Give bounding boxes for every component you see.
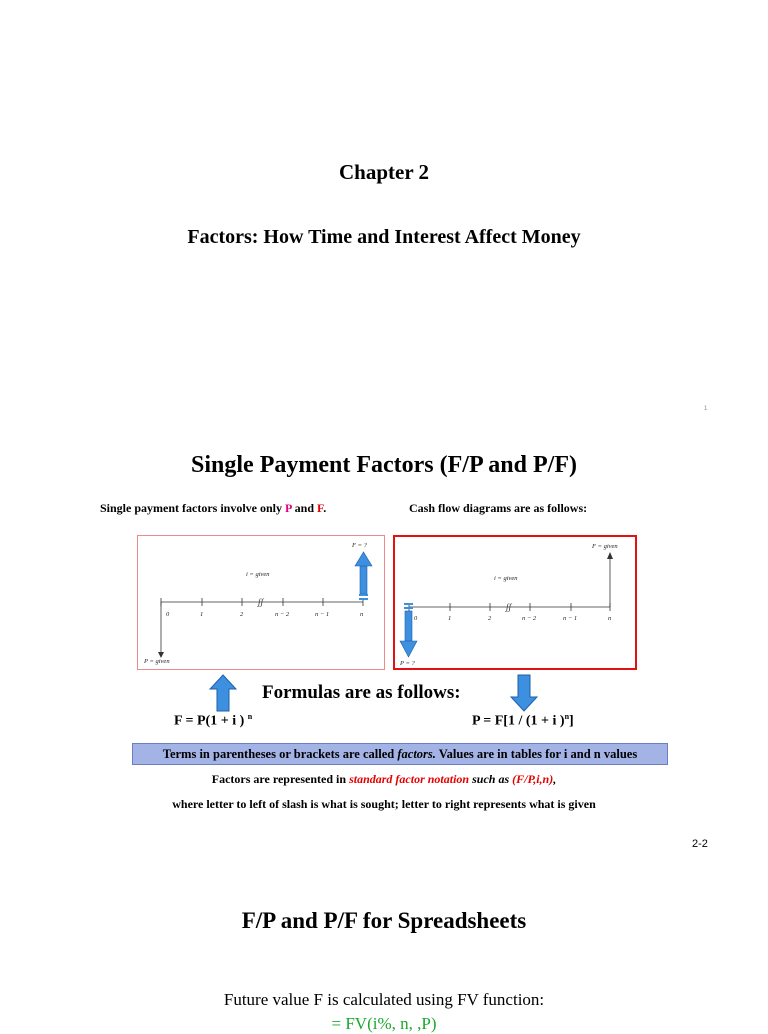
fp-tick-n: n bbox=[360, 611, 364, 618]
intro-text bbox=[100, 501, 326, 516]
slide-page-number-2: 2-2 bbox=[692, 838, 708, 850]
intro-prefix: Single payment factors involve only bbox=[100, 501, 285, 515]
pf-interest-label: i = given bbox=[494, 575, 518, 582]
formula-f-exponent: n bbox=[247, 712, 253, 721]
formula-p-given-f bbox=[472, 712, 574, 730]
factor-note-b: Values are in tables for i and n values bbox=[435, 747, 638, 761]
formula-p-exponent: n bbox=[564, 712, 570, 721]
formula-p-base: P = F[1 / (1 + i ) bbox=[472, 713, 565, 729]
cash-flow-diagram-fp-svg bbox=[138, 536, 386, 671]
factor-note-a: Terms in parentheses or brackets are called bbox=[162, 747, 398, 761]
fp-tick-0: 0 bbox=[166, 611, 170, 618]
intro-p: P bbox=[285, 501, 292, 515]
formula-f-given-p bbox=[174, 712, 252, 730]
intro-right-text: Cash flow diagrams are as follows: bbox=[409, 501, 588, 515]
formulas-heading: Formulas are as follows: bbox=[262, 682, 461, 703]
cash-flow-diagram-pf bbox=[393, 535, 637, 670]
factor-note-em: factors. bbox=[397, 747, 436, 761]
slide-page-number: 1 bbox=[704, 406, 708, 412]
pf-tick-n2: n − 2 bbox=[522, 615, 537, 622]
chapter-heading: Chapter 2 bbox=[338, 160, 430, 184]
up-block-arrow-icon bbox=[209, 673, 237, 713]
slide3-line1: Future value F is calculated using FV function: bbox=[223, 990, 545, 1009]
fp-tick-2: 2 bbox=[240, 611, 244, 618]
notation-a: Factors are represented in bbox=[211, 772, 350, 786]
fp-interest-label: i = given bbox=[246, 571, 270, 578]
down-block-arrow-icon bbox=[510, 673, 538, 713]
formula-p-close: ] bbox=[569, 713, 574, 729]
slide3-formula-line: = FV(i%, n, ,P) bbox=[331, 1014, 437, 1033]
fp-tick-n1: n − 1 bbox=[315, 611, 330, 618]
factor-note-box bbox=[132, 743, 668, 765]
fp-tick-n2: n − 2 bbox=[275, 611, 290, 618]
pf-bottom-label: P = ? bbox=[400, 660, 415, 667]
notation-red: standard factor notation bbox=[349, 772, 470, 786]
slide-title: Single Payment Factors (F/P and P/F) bbox=[191, 452, 577, 478]
pf-top-label: F = given bbox=[592, 543, 618, 550]
formula-f-base: F = P(1 + i ) bbox=[174, 713, 245, 729]
slide3-title: F/P and P/F for Spreadsheets bbox=[241, 908, 527, 933]
cash-flow-diagram-fp bbox=[137, 535, 385, 670]
intro-f: F bbox=[317, 501, 324, 515]
pf-tick-2: 2 bbox=[488, 615, 492, 622]
intro-suffix: . bbox=[323, 501, 327, 515]
notation-end: , bbox=[553, 772, 557, 786]
notation-b: such as bbox=[469, 772, 513, 786]
notation-line bbox=[0, 772, 768, 787]
fp-top-label: F = ? bbox=[352, 542, 367, 549]
notation-example: (F/P,i,n) bbox=[512, 772, 554, 786]
pf-tick-0: 0 bbox=[414, 615, 418, 622]
explain-line: where letter to left of slash is what is sought; letter to right represents what is given bbox=[172, 797, 596, 811]
svg-text:ʃʃ: ʃʃ bbox=[258, 597, 264, 607]
intro-and: and bbox=[291, 501, 318, 515]
chapter-subtitle: Factors: How Time and Interest Affect Money bbox=[187, 226, 581, 248]
cash-flow-diagram-pf-svg bbox=[395, 537, 639, 672]
pf-tick-n1: n − 1 bbox=[563, 615, 578, 622]
svg-text:ʃʃ: ʃʃ bbox=[506, 602, 512, 612]
fp-tick-1: 1 bbox=[200, 611, 204, 618]
pf-tick-1: 1 bbox=[448, 615, 452, 622]
pf-tick-n: n bbox=[608, 615, 612, 622]
fp-bottom-label: P = given bbox=[144, 658, 170, 665]
